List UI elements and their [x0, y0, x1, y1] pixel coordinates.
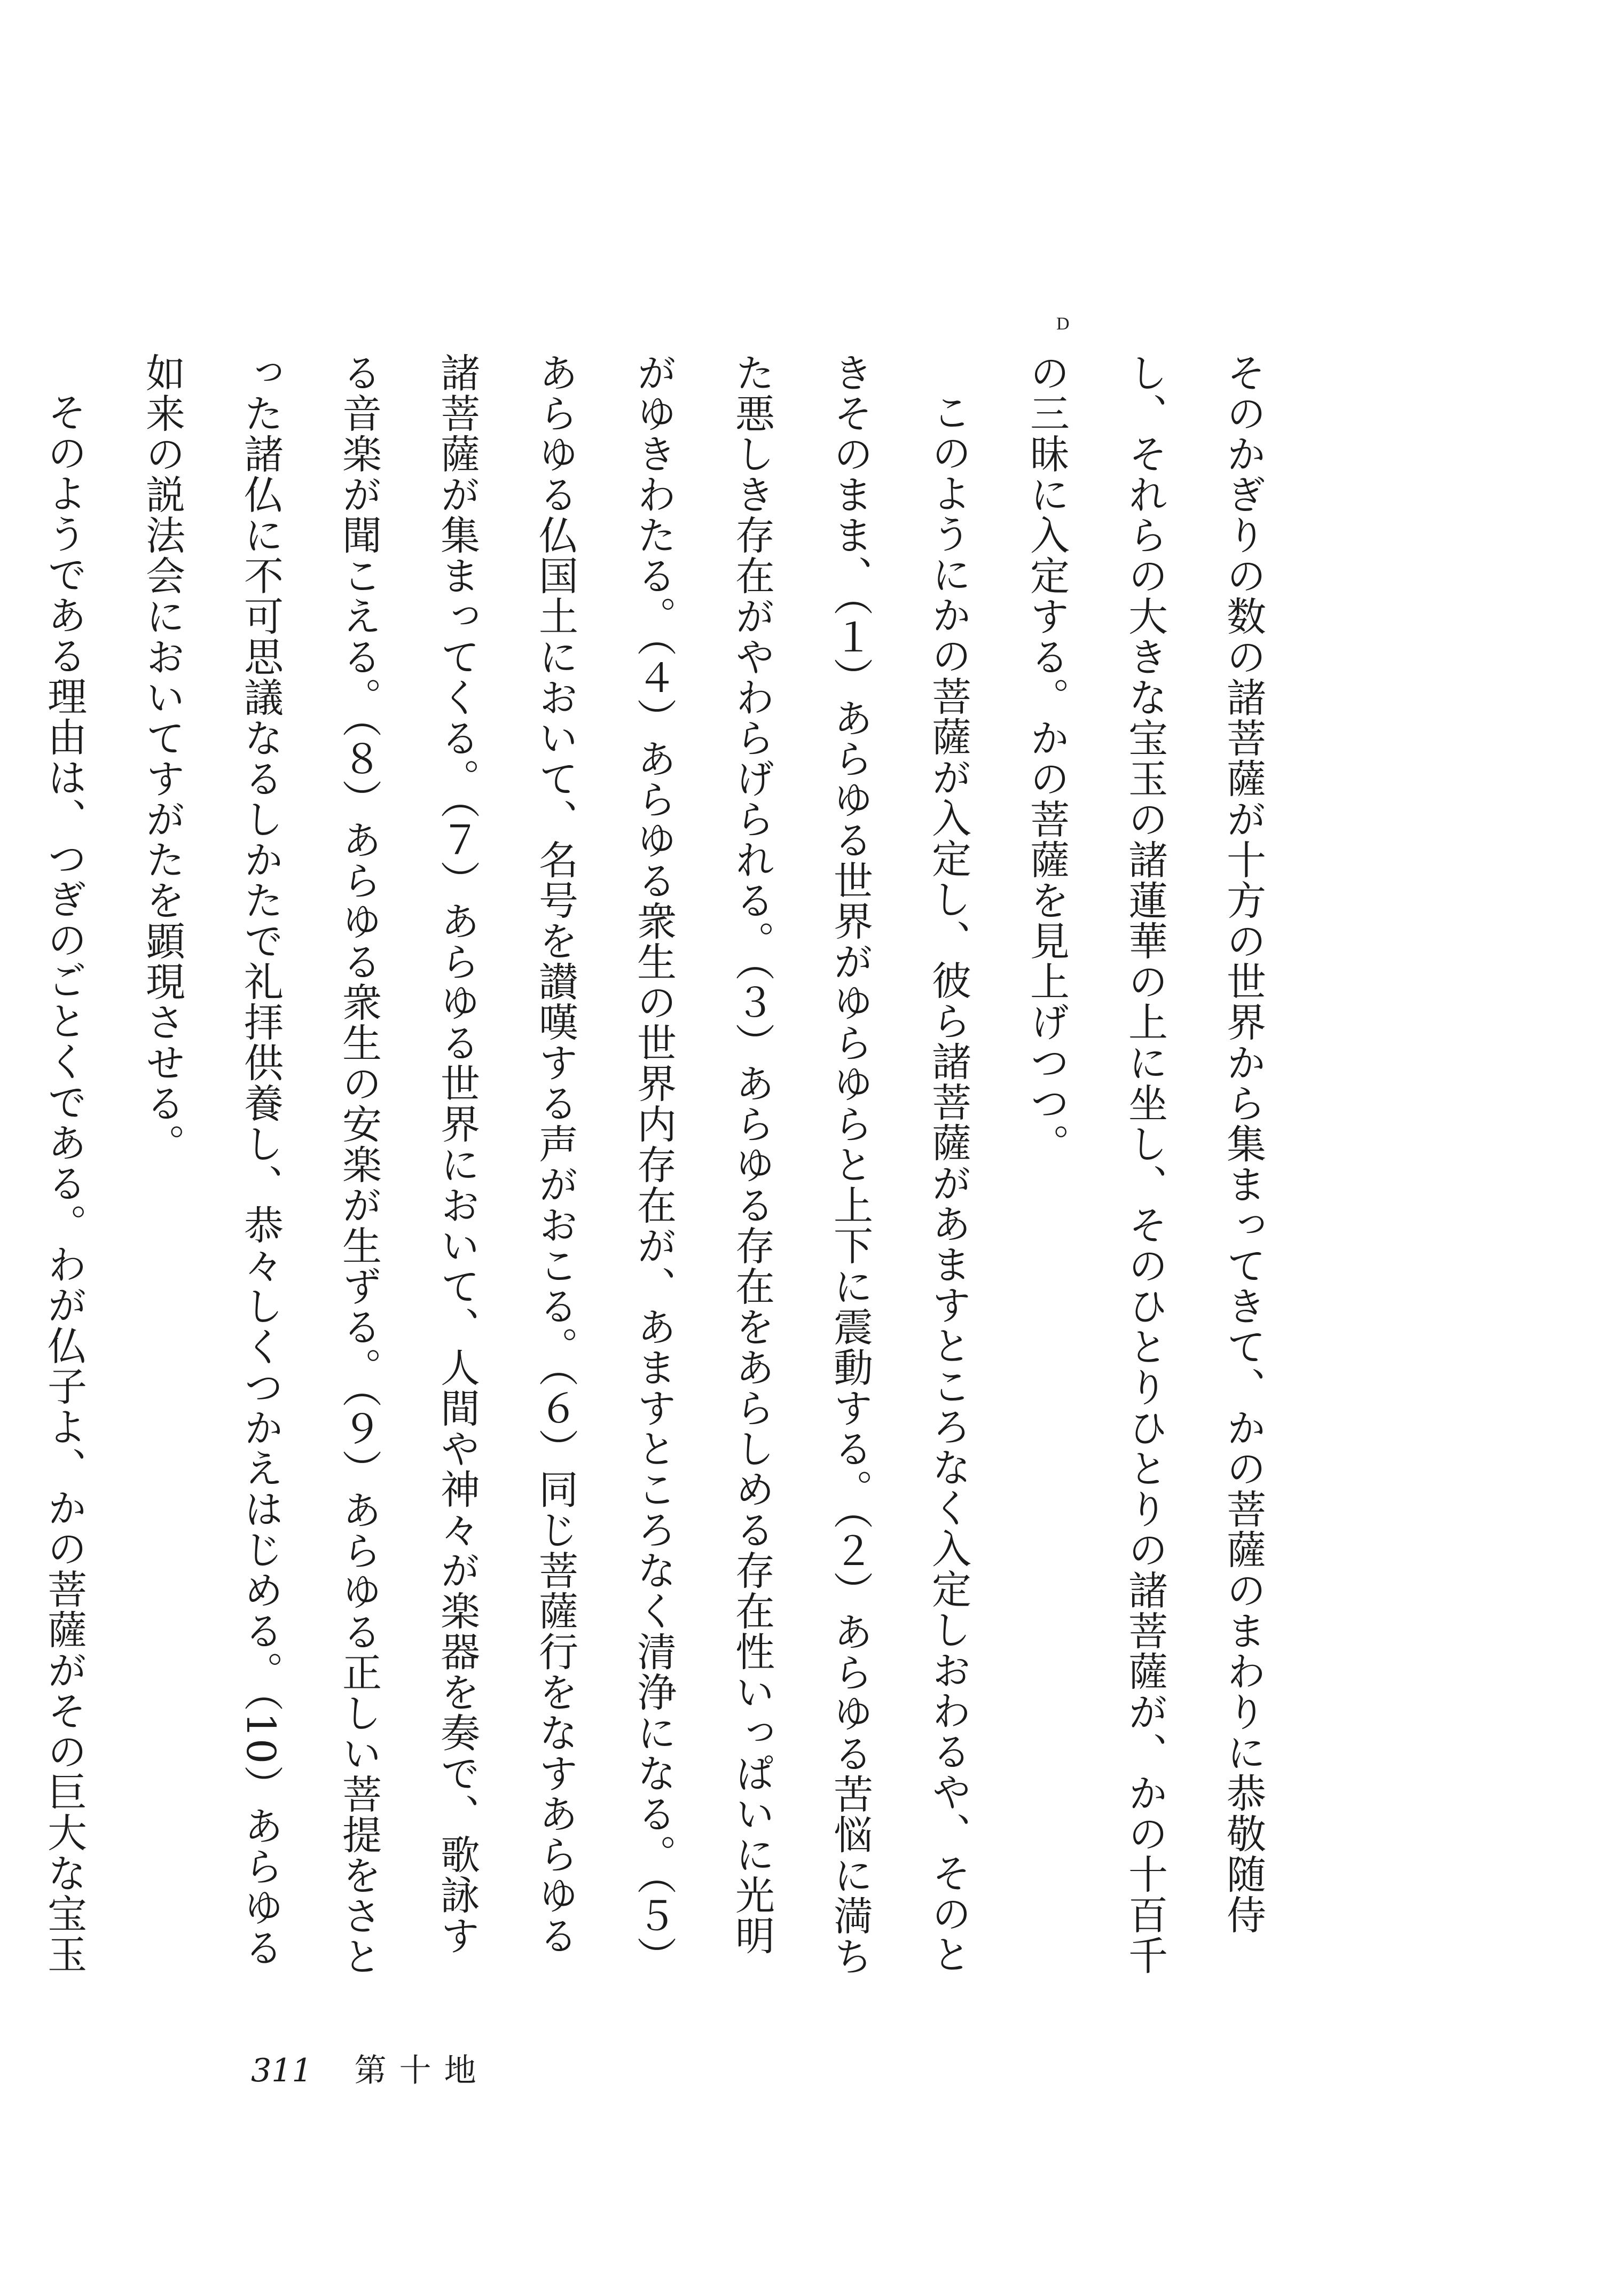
- page-number: 311: [251, 2052, 312, 2089]
- paragraph: このようにかの菩薩が入定し、彼ら諸菩薩があますところなく入定しおわるや、そのときそのまま、（１）あらゆる世界がゆらゆらと上下に震動する。（２）あらゆる苦悩に満ちた悪しき存在がやわらげられる。（３）あらゆる存在をあらしめる存在性いっぱいに光明がゆきわたる。（４）あらゆる衆生の世界内存在が、あますところなく清浄になる。（５）あらゆる仏国土において、名号を讃嘆する声がおこる。（６）同じ菩薩行をなすあらゆる諸菩薩が集まってくる。（７）あらゆる世界において、人間や神々が楽器を奏で、歌詠する音楽が聞こえる。（８）あらゆる衆生の安楽が生ずる。（９）あらゆる正しい菩提をさとった諸仏に不可思議なるしかたで礼拝供養し、恭々しくつかえはじめる。（10）あらゆる如来の説法会においてすがたを顕現させる。: [139, 352, 971, 1977]
- paragraph: そのようである理由は、つぎのごとくである。わが仏子よ、かの菩薩がその巨大な宝玉: [41, 392, 87, 1975]
- vertical-text-body: [41, 352, 1292, 1986]
- chapter-title: 第十地: [354, 2052, 489, 2089]
- section-marker: D: [1056, 314, 1070, 334]
- paragraph: そのかぎりの数の諸菩薩が十方の世界から集まってきて、かの菩薩のまわりに恭敬随侍し、それらの大きな宝玉の諸蓮華の上に坐し、そのひとりひとりの諸菩薩が、かの十百千の三昧に入定する。かの菩薩を見上げつつ。: [1024, 352, 1266, 1976]
- page-footer: [251, 2045, 489, 2091]
